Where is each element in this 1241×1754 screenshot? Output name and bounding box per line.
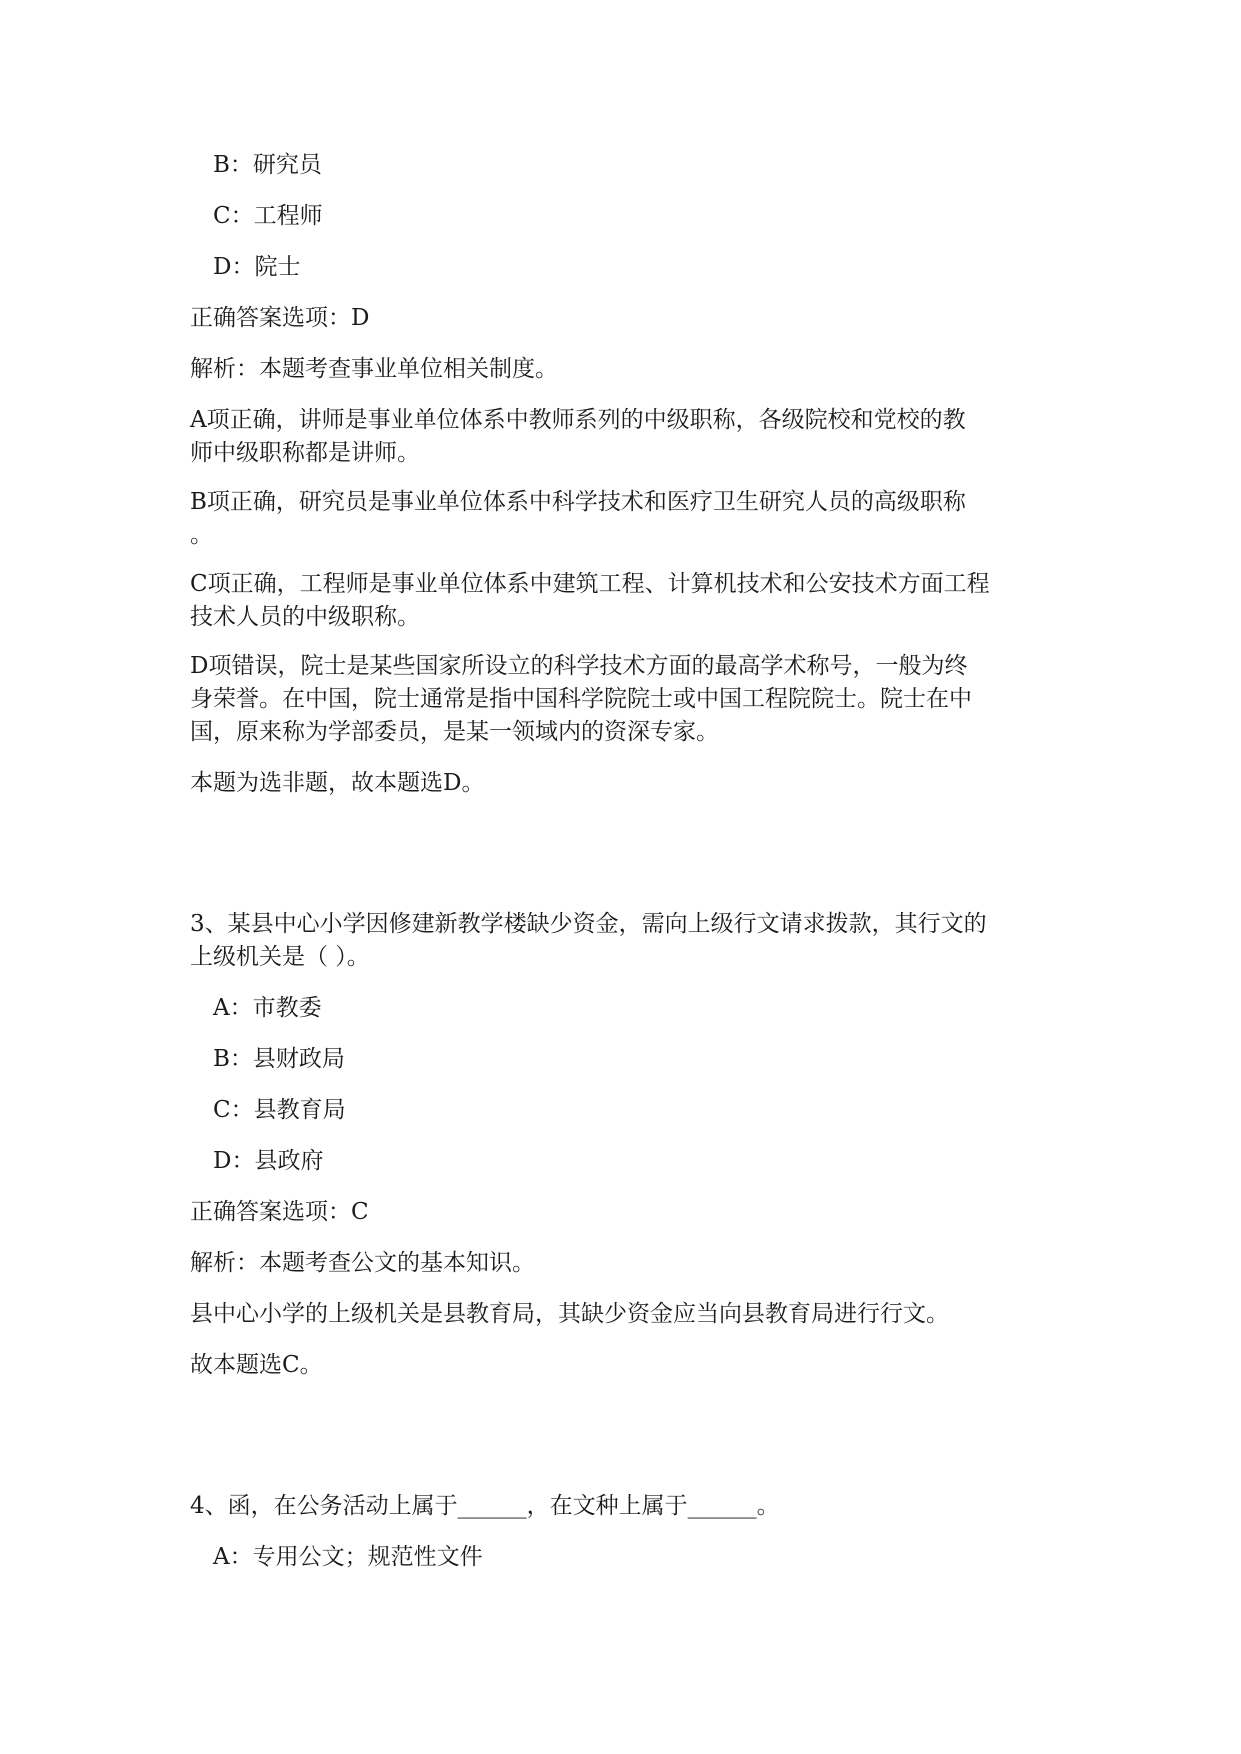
q2-paragraph-c-line-2: 技术人员的中级职称。 <box>190 604 420 630</box>
q2-paragraph-b-line-2: 。 <box>190 522 213 548</box>
q3-conclusion: 故本题选C。 <box>190 1352 323 1378</box>
q2-paragraph-a-line-2: 师中级职称都是讲师。 <box>190 440 420 466</box>
q3-answer: 正确答案选项：C <box>190 1199 369 1225</box>
q3-question-line-1: 3、某县中心小学因修建新教学楼缺少资金，需向上级行文请求拨款，其行文的 <box>190 911 987 937</box>
q3-option-d: D：县政府 <box>213 1148 324 1174</box>
q2-conclusion: 本题为选非题，故本题选D。 <box>190 770 485 796</box>
q2-paragraph-d-line-1: D项错误，院士是某些国家所设立的科学技术方面的最高学术称号，一般为终 <box>190 653 968 679</box>
q2-paragraph-a-line-1: A项正确，讲师是事业单位体系中教师系列的中级职称，各级院校和党校的教 <box>190 407 966 433</box>
q4-option-a: A：专用公文；规范性文件 <box>213 1544 483 1570</box>
q2-paragraph-d-line-3: 国，原来称为学部委员，是某一领域内的资深专家。 <box>190 719 719 745</box>
q2-paragraph-d-line-2: 身荣誉。在中国，院士通常是指中国科学院院士或中国工程院院士。院士在中 <box>190 686 972 712</box>
q2-paragraph-c-line-1: C项正确，工程师是事业单位体系中建筑工程、计算机技术和公安技术方面工程 <box>190 571 990 597</box>
q2-option-b: B：研究员 <box>213 152 322 178</box>
q3-option-a: A：市教委 <box>213 995 322 1021</box>
q2-analysis-intro: 解析：本题考查事业单位相关制度。 <box>190 356 558 382</box>
q3-explanation: 县中心小学的上级机关是县教育局，其缺少资金应当向县教育局进行行文。 <box>190 1301 949 1327</box>
q4-question: 4、函，在公务活动上属于______，在文种上属于______。 <box>190 1493 780 1519</box>
q2-option-c: C：工程师 <box>213 203 323 229</box>
q3-option-b: B：县财政局 <box>213 1046 345 1072</box>
q3-analysis-intro: 解析：本题考查公文的基本知识。 <box>190 1250 535 1276</box>
q3-question-line-2: 上级机关是（ ）。 <box>190 944 370 970</box>
q2-paragraph-b-line-1: B项正确，研究员是事业单位体系中科学技术和医疗卫生研究人员的高级职称 <box>190 489 966 515</box>
q2-option-d: D：院士 <box>213 254 301 280</box>
q3-option-c: C：县教育局 <box>213 1097 346 1123</box>
q2-answer: 正确答案选项：D <box>190 305 370 331</box>
